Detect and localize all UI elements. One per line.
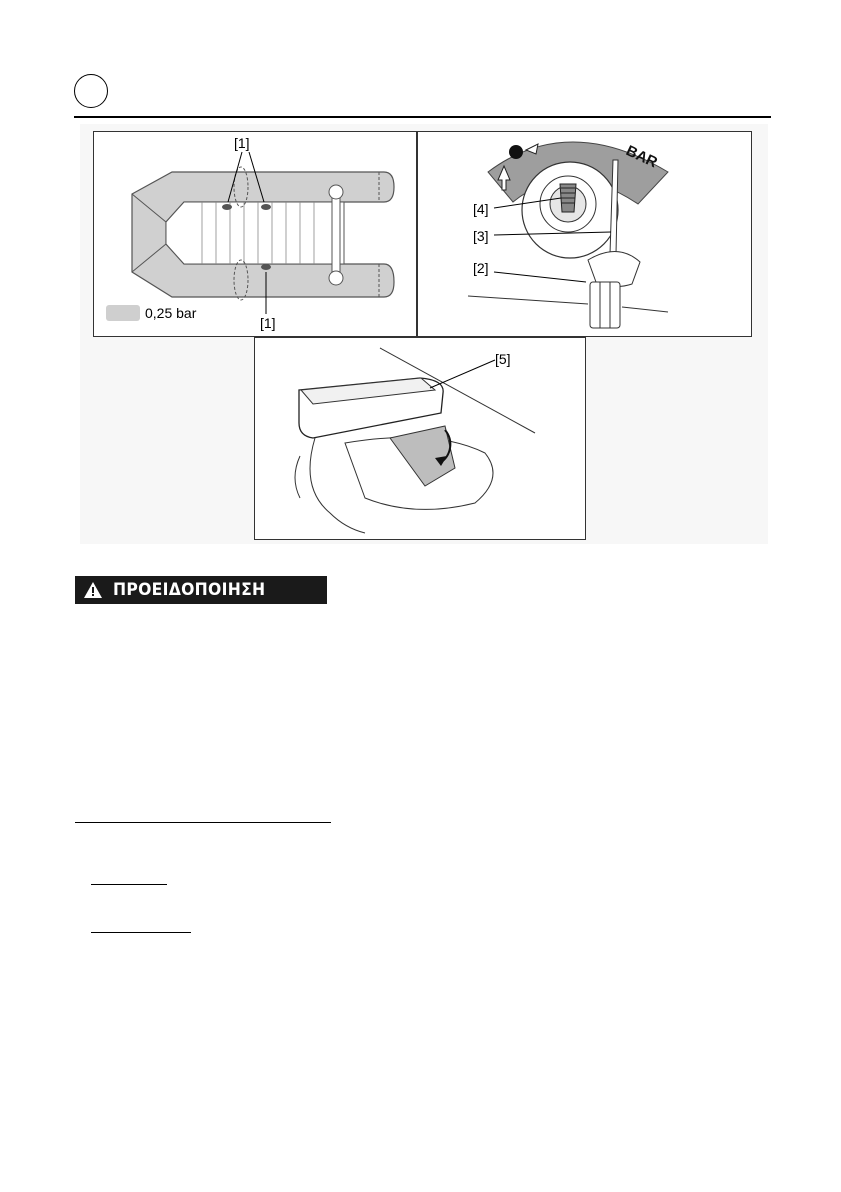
dial-label: BAR bbox=[623, 142, 660, 172]
callout-1-top: [1] bbox=[234, 135, 250, 151]
valve-marker bbox=[222, 204, 232, 210]
valve-diagram-panel bbox=[417, 131, 752, 337]
valve-diagram bbox=[418, 132, 752, 337]
warning-title: ΠΡΟΕΙΔΟΠΟΙΗΣΗ bbox=[113, 580, 266, 600]
pressure-value: 0,25 bar bbox=[145, 305, 197, 321]
boat-diagram bbox=[94, 132, 417, 337]
valve-body bbox=[590, 282, 620, 328]
cap-diagram-panel bbox=[254, 337, 586, 540]
valve-marker bbox=[261, 204, 271, 210]
header-rule bbox=[74, 116, 771, 118]
warning-triangle-icon bbox=[83, 581, 103, 599]
warning-banner bbox=[75, 576, 327, 604]
callout-1-bottom: [1] bbox=[260, 315, 276, 331]
callout-3: [3] bbox=[473, 228, 489, 244]
valve-marker bbox=[261, 264, 271, 270]
boat-floor bbox=[166, 202, 344, 264]
subsection-underline bbox=[91, 884, 167, 885]
callout-2: [2] bbox=[473, 260, 489, 276]
section-underline bbox=[75, 822, 331, 823]
cap-diagram bbox=[255, 338, 586, 540]
callout-4: [4] bbox=[473, 201, 489, 217]
pressure-swatch bbox=[106, 305, 140, 321]
page-marker-circle bbox=[74, 74, 108, 108]
boat-diagram-panel bbox=[93, 131, 417, 337]
callout-5: [5] bbox=[495, 351, 511, 367]
subsection-underline bbox=[91, 932, 191, 933]
